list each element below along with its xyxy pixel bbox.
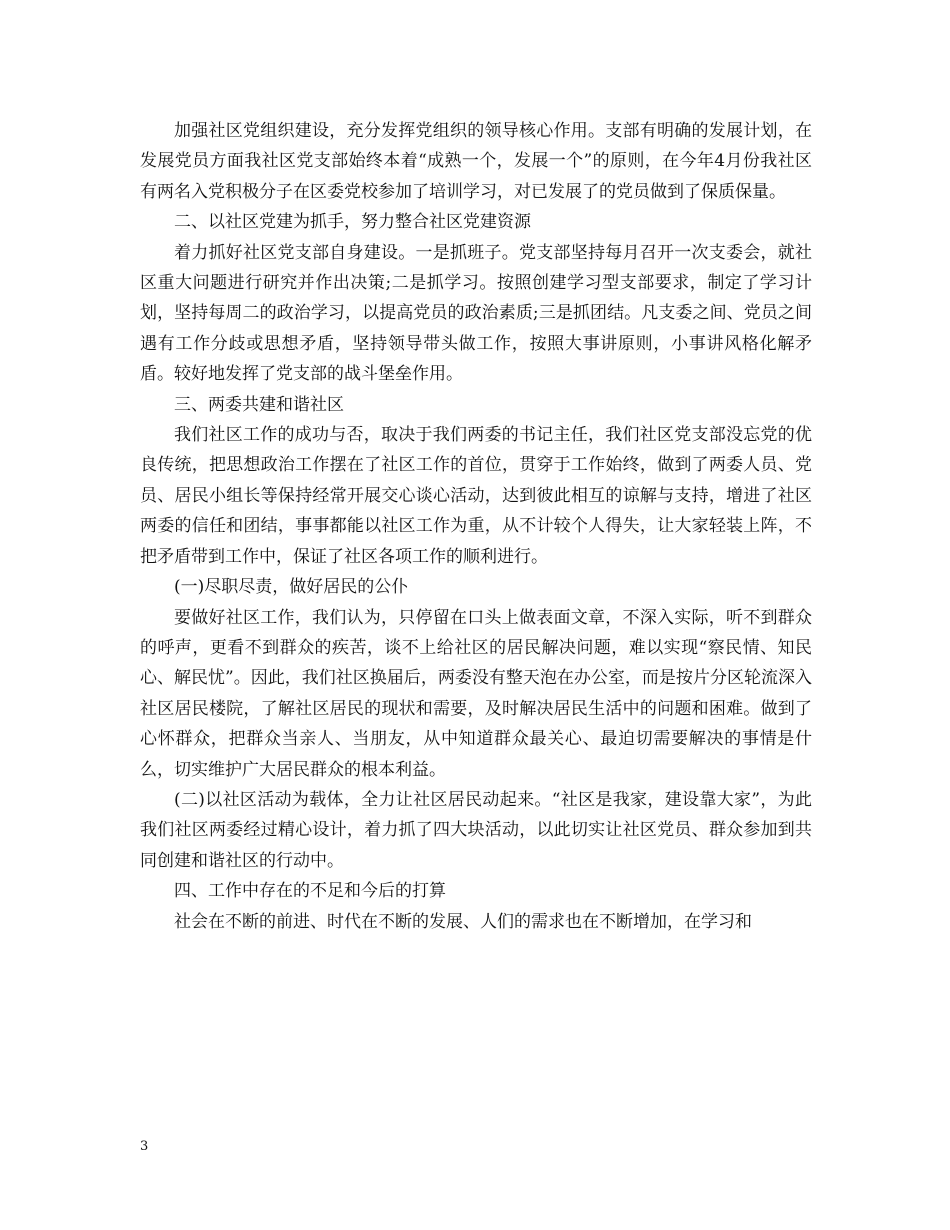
- heading-section-two: 二、以社区党建为抓手，努力整合社区党建资源: [174, 212, 531, 233]
- heading-section-three: 三、两委共建和谐社区: [174, 394, 344, 415]
- paragraph-subsection-two: (二)以社区活动为载体，全力让社区居民动起来。“社区是我家，建设靠大家”，为此我们社区两委经过精心设计，着力抓了四大块活动，以此切实让社区党员、群众参加到共同创建和谐社区的行动中。: [140, 789, 812, 871]
- document-body: [140, 116, 812, 937]
- page-number: 3: [140, 1139, 149, 1154]
- paragraph-two-committees: 我们社区工作的成功与否，取决于我们两委的书记主任，我们社区党支部没忘党的优良传统，把思想政治工作摆在了社区工作的首位，贯穿于工作始终，做到了两委人员、党员、居民小组长等保持经常开展交心谈心活动，达到彼此相互的谅解与支持，增进了社区两委的信任和团结，事事都能以社区工作为重，从不计较个人得失，让大家轻装上阵，不把矛盾带到工作中，保证了社区各项工作的顺利进行。: [140, 425, 812, 567]
- paragraph-serve-residents: 要做好社区工作，我们认为，只停留在口头上做表面文章，不深入实际，听不到群众的呼声，更看不到群众的疾苦，谈不上给社区的居民解决问题，难以实现“察民情、知民心、解民忧”。因此，我们社区换届后，两委没有整天泡在办公室，而是按片分区轮流深入社区居民楼院，了解社区居民的现状和需要，及时解决居民生活中的问题和困难。做到了心怀群众，把群众当亲人、当朋友，从中知道群众最关心、最迫切需要解决的事情是什么，切实维护广大居民群众的根本利益。: [140, 607, 812, 780]
- paragraph-party-building: 加强社区党组织建设，充分发挥党组织的领导核心作用。支部有明确的发展计划，在发展党员方面我社区党支部始终本着“成熟一个，发展一个”的原则，在今年4月份我社区有两名入党积极分子在区委党校参加了培训学习，对已发展了的党员做到了保质保量。: [140, 121, 812, 202]
- paragraph-branch-building: 着力抓好社区党支部自身建设。一是抓班子。党支部坚持每月召开一次支委会，就社区重大问题进行研究并作出决策;二是抓学习。按照创建学习型支部要求，制定了学习计划，坚持每周二的政治学习，以提高党员的政治素质;三是抓团结。凡支委之间、党员之间遇有工作分歧或思想矛盾，坚持领导带头做工作，按照大事讲原则，小事讲风格化解矛盾。较好地发挥了党支部的战斗堡垒作用。: [140, 242, 812, 385]
- heading-subsection-one: (一)尽职尽责，做好居民的公仆: [174, 577, 409, 598]
- paragraph-shortcomings: 社会在不断的前进、时代在不断的发展、人们的需求也在不断增加，在学习和: [174, 911, 752, 932]
- heading-section-four: 四、工作中存在的不足和今后的打算: [174, 881, 446, 902]
